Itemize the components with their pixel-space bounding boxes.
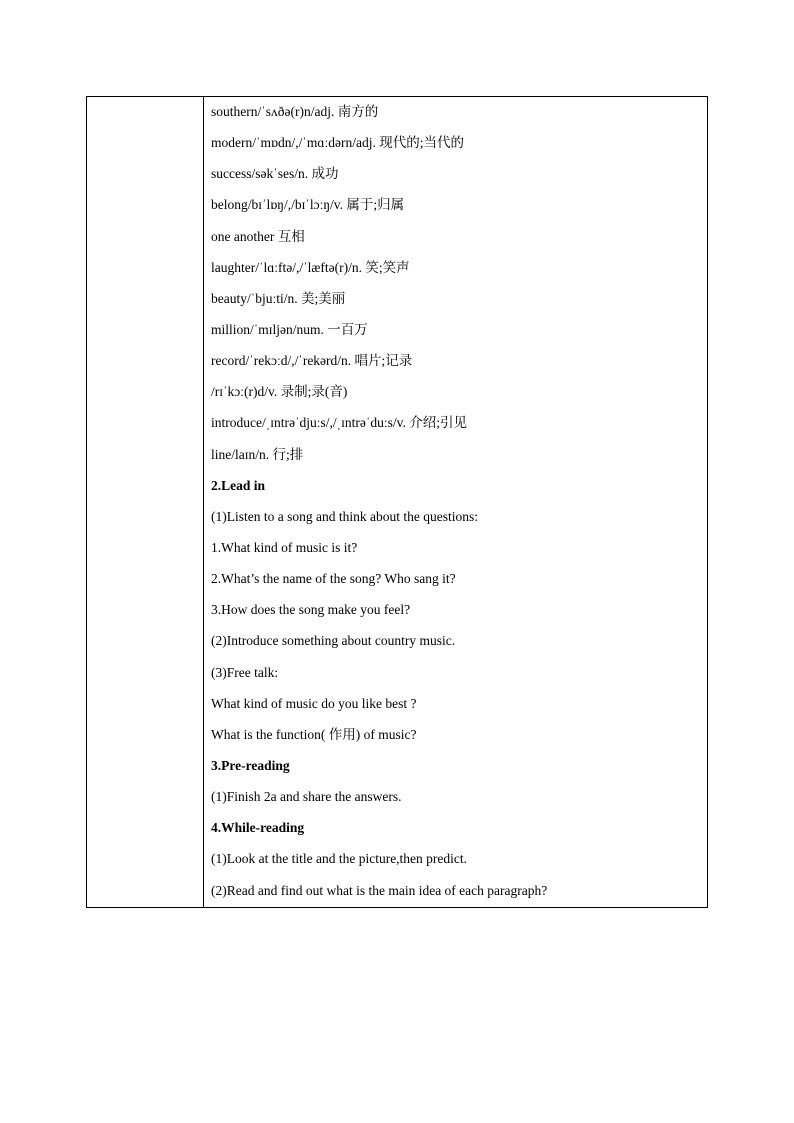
lead-in-step-2: (2)Introduce something about country music. bbox=[211, 633, 456, 649]
vocab-modern: modern/ˈmɒdn/,/ˈmɑːdərn/adj. 现代的;当代的 bbox=[211, 135, 464, 151]
section-heading-pre-reading: 3.Pre-reading bbox=[211, 757, 290, 773]
vocab-laughter: laughter/ˈlɑːftə/,/ˈlæftə(r)/n. 笑;笑声 bbox=[211, 259, 410, 275]
lesson-content bbox=[211, 102, 701, 912]
vocab-million: million/ˈmɪljən/num. 一百万 bbox=[211, 321, 368, 337]
lead-in-step-3: (3)Free talk: bbox=[211, 664, 279, 680]
while-reading-step-2: (2)Read and find out what is the main idea of each paragraph? bbox=[211, 882, 548, 898]
question-2: 2.What’s the name of the song? Who sang it? bbox=[211, 571, 456, 587]
vocab-record-verb: /rɪˈkɔː(r)d/v. 录制;录(音) bbox=[211, 384, 348, 400]
left-column-cell bbox=[87, 97, 203, 907]
vocab-beauty: beauty/ˈbjuːti/n. 美;美丽 bbox=[211, 290, 346, 306]
while-reading-step-1: (1)Look at the title and the picture,then predict. bbox=[211, 851, 468, 867]
vocab-one-another: one another 互相 bbox=[211, 228, 305, 244]
vocab-introduce: introduce/ˌɪntrəˈdjuːs/,/ˌɪntrəˈduːs/v. 介绍;引见 bbox=[211, 415, 467, 431]
question-3: 3.How does the song make you feel? bbox=[211, 602, 411, 618]
section-heading-while-reading: 4.While-reading bbox=[211, 820, 305, 836]
question-1: 1.What kind of music is it? bbox=[211, 539, 358, 555]
section-heading-lead-in: 2.Lead in bbox=[211, 477, 266, 493]
lesson-table bbox=[86, 96, 708, 908]
vocab-line: line/laɪn/n. 行;排 bbox=[211, 446, 304, 462]
column-divider bbox=[203, 97, 204, 907]
free-talk-question-1: What kind of music do you like best ? bbox=[211, 695, 417, 711]
free-talk-question-2: What is the function( 作用) of music? bbox=[211, 726, 417, 742]
vocab-belong: belong/bɪˈlɒŋ/,/bɪˈlɔːŋ/v. 属于;归属 bbox=[211, 197, 405, 213]
vocab-record-noun: record/ˈrekɔːd/,/ˈrekərd/n. 唱片;记录 bbox=[211, 353, 413, 369]
pre-reading-step-1: (1)Finish 2a and share the answers. bbox=[211, 789, 402, 805]
lead-in-step-1: (1)Listen to a song and think about the questions: bbox=[211, 508, 478, 524]
vocab-southern: southern/ˈsʌðə(r)n/adj. 南方的 bbox=[211, 104, 379, 119]
vocab-success: success/səkˈses/n. 成功 bbox=[211, 166, 339, 182]
